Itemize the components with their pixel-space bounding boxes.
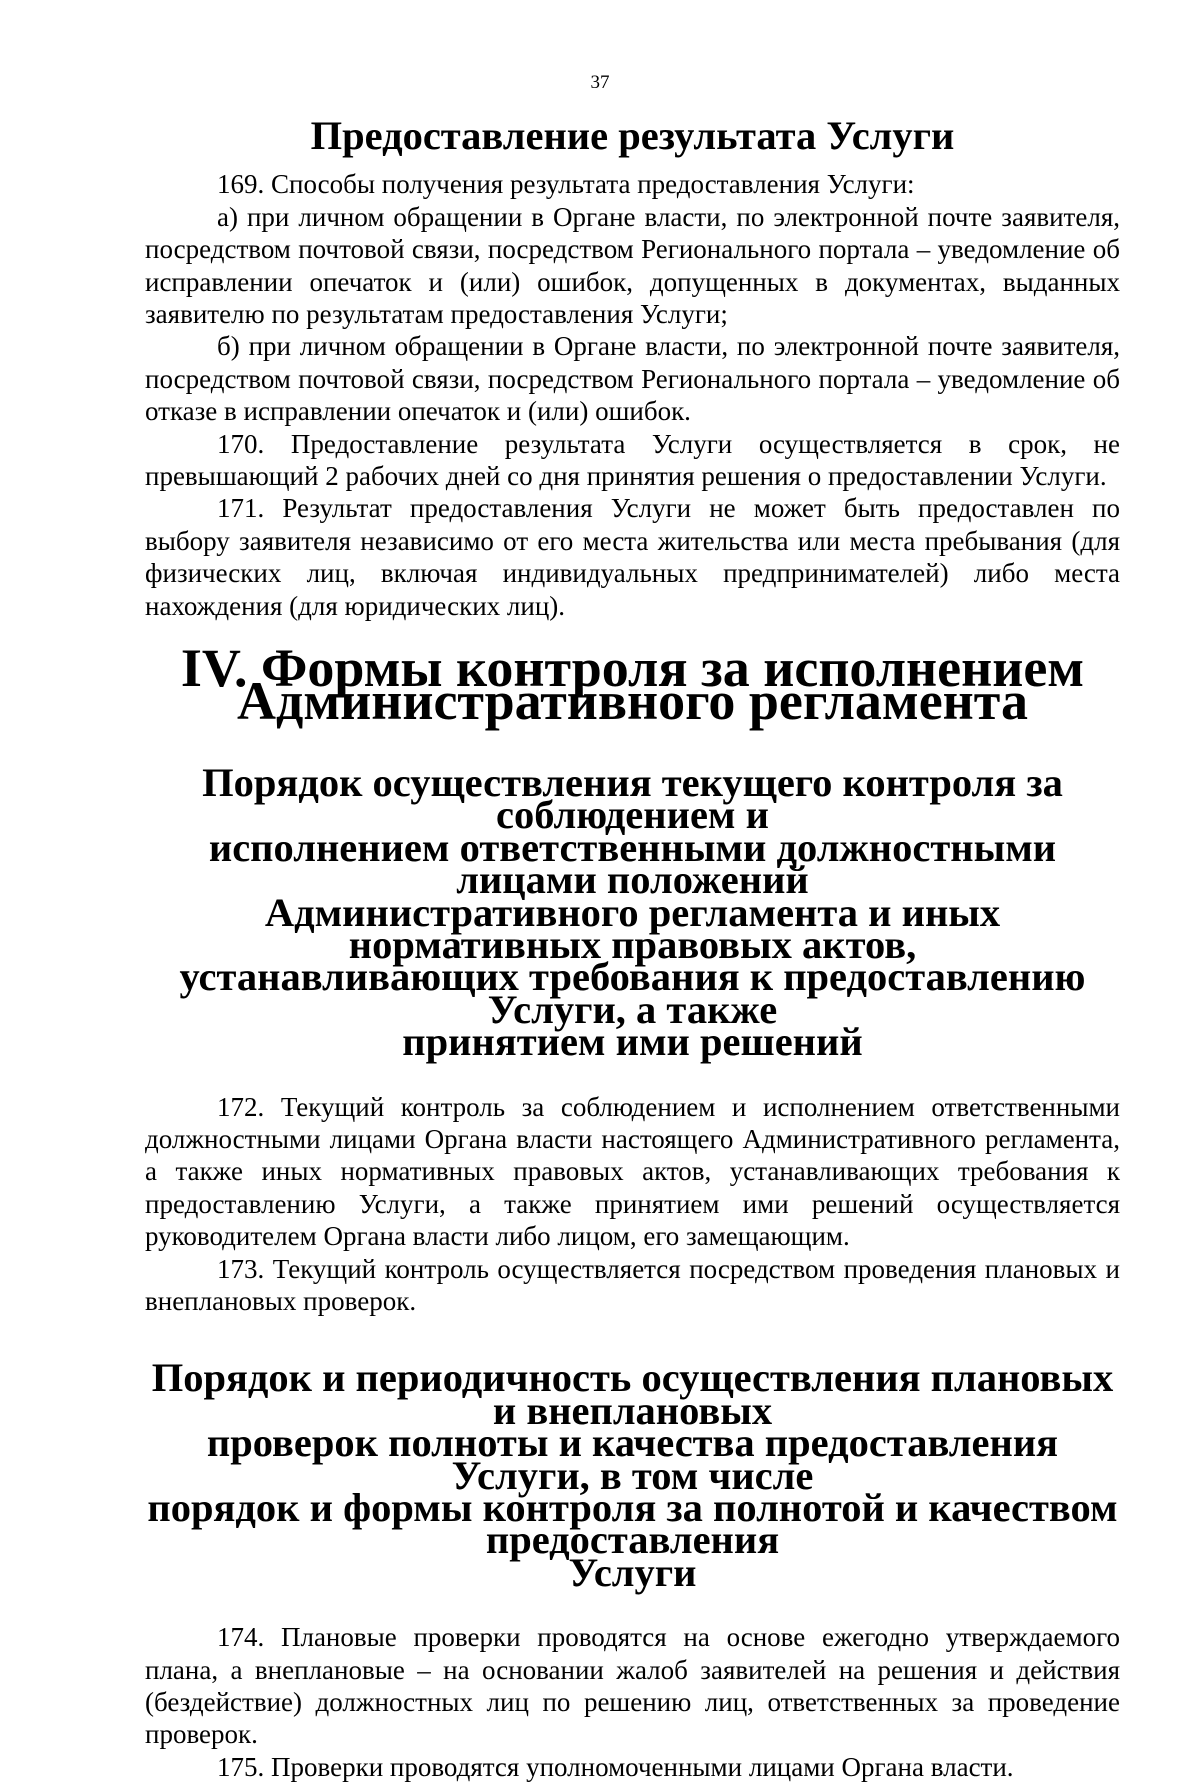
- paragraph-174: 174. Плановые проверки проводятся на основе ежегодно утверждаемого плана, а внеплановые – на основании жалоб заявителей на решения и действия (бездействие) должностных лиц по решению лиц, ответственных за проведение проверок.: [145, 1622, 1120, 1750]
- paragraph-170: 170. Предоставление результата Услуги осуществляется в срок, не превышающий 2 рабочих дней со дня принятия решения о предоставлении Услуги.: [145, 428, 1120, 492]
- page-content: [145, 113, 1120, 1783]
- heading-line: порядок и формы контроля за полнотой и качеством предоставления: [147, 1485, 1118, 1563]
- heading-line: исполнением ответственными должностными лицами положений: [208, 824, 1057, 903]
- heading-line: Порядок осуществления текущего контроля за соблюдением и: [202, 759, 1063, 838]
- heading-line: Услуги: [568, 1549, 697, 1595]
- heading-line: Порядок и периодичность осуществления плановых и внеплановых: [151, 1355, 1114, 1433]
- paragraph-169-b: б) при личном обращении в Органе власти, по электронной почте заявителя, посредством почтовой связи, посредством Регионального портала – уведомление об отказе в исправлении опечаток и (или) ошибок.: [145, 331, 1120, 427]
- paragraph-169-a: а) при личном обращении в Органе власти, по электронной почте заявителя, посредством почтовой связи, посредством Регионального портала – уведомление об исправлении опечаток и (или) ошибок, допущенных в документах, выданных заявителю по результатам предоставления Услуги;: [145, 201, 1120, 330]
- section-heading-current-control: [145, 759, 1120, 1065]
- paragraph-172: 172. Текущий контроль за соблюдением и исполнением ответственными должностными лицами Органа власти настоящего Административного регламента, а также иных нормативных правовых актов, устанавливающих требования к предоставлению Услуги, а также принятием ими решений осуществляется руководителем Органа власти либо лицом, его замещающим.: [145, 1091, 1120, 1252]
- chapter-heading-iv: IV. Формы контроля за исполнением Административного регламента: [180, 638, 1085, 731]
- heading-line: Административного регламента и иных нормативных правовых актов,: [264, 889, 1001, 967]
- heading-line: устанавливающих требования к предоставлению Услуги, а также: [179, 954, 1086, 1032]
- section-heading-result: Предоставление результата Услуги: [310, 113, 955, 158]
- page-number: 37: [590, 72, 610, 93]
- paragraph-173: 173. Текущий контроль осуществляется посредством проведения плановых и внеплановых проверок.: [145, 1253, 1120, 1316]
- section-heading-inspections: [145, 1355, 1120, 1595]
- paragraph-169: 169. Способы получения результата предоставления Услуги:: [217, 169, 915, 200]
- paragraph-171: 171. Результат предоставления Услуги не может быть предоставлен по выбору заявителя независимо от его места жительства или места пребывания (для физических лиц, включая индивидуальных предпринимателей) либо места нахождения (для юридических лиц).: [145, 493, 1120, 621]
- heading-line: принятием ими решений: [402, 1019, 863, 1065]
- heading-line: проверок полноты и качества предоставления Услуги, в том числе: [206, 1420, 1059, 1498]
- paragraph-175: 175. Проверки проводятся уполномоченными лицами Органа власти.: [217, 1751, 1014, 1782]
